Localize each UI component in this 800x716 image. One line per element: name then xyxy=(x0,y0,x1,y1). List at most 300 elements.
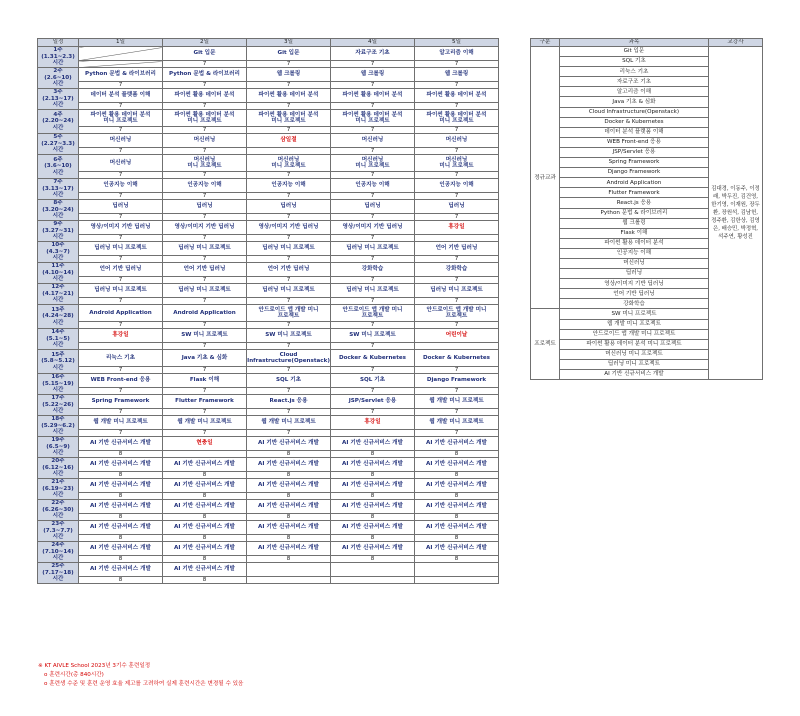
session-hours: 7 xyxy=(247,103,331,110)
session-subject: AI 기반 신규서비스 개발 xyxy=(90,566,151,573)
session-cell xyxy=(247,47,331,61)
session-hours: 7 xyxy=(163,430,247,437)
week-label-cell xyxy=(38,110,79,134)
session-subject: 휴강일 xyxy=(448,224,465,231)
week-dates: (5.22~26) xyxy=(42,401,74,408)
session-subject: Docker & Kubernetes xyxy=(338,354,407,361)
session-hours: 7 xyxy=(163,235,247,242)
week-label-cell xyxy=(38,134,79,155)
session-cell xyxy=(247,458,331,472)
week-hours-label: 시간 xyxy=(52,234,64,241)
course-name: Python 문법 & 라이브러리 xyxy=(560,208,709,218)
session-hours: 8 xyxy=(163,493,247,500)
session-cell xyxy=(247,263,331,277)
week-label-cell xyxy=(38,521,79,542)
week-dates: (7.17~18) xyxy=(42,569,74,576)
session-cell xyxy=(79,305,163,322)
hours-row xyxy=(38,277,499,284)
week-hours-label: 시간 xyxy=(52,471,64,478)
session-hours: 7 xyxy=(79,172,163,179)
header-category: 구분 xyxy=(531,39,560,47)
session-subject: AI 기반 신규서비스 개발 xyxy=(342,503,403,510)
session-subject: 딥러닝 xyxy=(448,203,465,210)
week-hours-label: 시간 xyxy=(52,429,64,436)
course-name: React.js 응용 xyxy=(560,198,709,208)
session-hours xyxy=(163,451,247,458)
session-hours: 7 xyxy=(247,127,331,134)
session-hours: 8 xyxy=(415,493,499,500)
session-subject: 머신러닝 xyxy=(277,156,300,163)
session-hours: 7 xyxy=(247,235,331,242)
week-row xyxy=(38,47,499,61)
session-subject: 딥러닝 미니 프로젝트 xyxy=(346,287,399,294)
session-subject: 웹 개발 미니 프로젝트 xyxy=(429,398,484,405)
session-subject: Django Framework xyxy=(426,377,487,384)
session-hours: 8 xyxy=(415,535,499,542)
session-subject: 머신러닝 xyxy=(193,137,216,144)
session-subject: AI 기반 신규서비스 개발 xyxy=(90,440,151,447)
session-hours: 7 xyxy=(331,103,415,110)
week-label-cell xyxy=(38,542,79,563)
hours-row xyxy=(38,214,499,221)
session-subject: 언어 기반 딥러닝 xyxy=(183,266,226,273)
session-hours: 7 xyxy=(331,82,415,89)
session-cell xyxy=(415,200,499,214)
week-label: 20주 xyxy=(51,458,65,465)
week-hours-label: 시간 xyxy=(52,169,64,176)
session-hours: 7 xyxy=(163,127,247,134)
session-subject: 머신러닝 xyxy=(445,156,468,163)
session-cell xyxy=(331,305,415,322)
notes-line-hours: o 훈련시간(총 840시간) xyxy=(44,672,104,678)
week-dates: (4.10~14) xyxy=(42,269,74,276)
session-cell xyxy=(163,305,247,322)
session-hours: 7 xyxy=(415,388,499,395)
week-label-cell xyxy=(38,305,79,329)
session-cell xyxy=(415,47,499,61)
session-subject: 머신러닝 xyxy=(361,156,384,163)
course-name: Android Application xyxy=(560,178,709,188)
week-dates: (2.6~10) xyxy=(44,74,72,81)
week-label-cell xyxy=(38,350,79,374)
session-cell xyxy=(415,416,499,430)
session-cell xyxy=(79,479,163,493)
session-subject: 웹 개발 미니 프로젝트 xyxy=(429,419,484,426)
notes xyxy=(38,662,498,689)
session-cell xyxy=(247,221,331,235)
session-subject: 인공지능 이해 xyxy=(439,182,474,189)
session-hours xyxy=(247,577,331,584)
session-hours: 7 xyxy=(331,193,415,200)
course-name: 영상/이미지 기반 딥러닝 xyxy=(560,279,709,289)
course-table xyxy=(530,38,763,380)
session-hours: 7 xyxy=(415,82,499,89)
session-hours: 7 xyxy=(415,277,499,284)
course-name: Docker & Kubernetes xyxy=(560,117,709,127)
course-name: 머신러닝 미니 프로젝트 xyxy=(560,349,709,359)
session-cell xyxy=(247,134,331,148)
week-label: 17주 xyxy=(51,395,65,402)
hours-row xyxy=(38,256,499,263)
session-hours: 7 xyxy=(331,388,415,395)
hours-row xyxy=(38,577,499,584)
session-cell xyxy=(79,221,163,235)
course-name: JSP/Servlet 응용 xyxy=(560,147,709,157)
session-cell xyxy=(247,350,331,367)
session-subject: 딥러닝 미니 프로젝트 xyxy=(178,245,231,252)
session-cell xyxy=(247,437,331,451)
session-hours: 8 xyxy=(247,535,331,542)
session-hours: 7 xyxy=(415,127,499,134)
week-label-cell xyxy=(38,395,79,416)
session-cell xyxy=(79,500,163,514)
week-hours-label: 시간 xyxy=(52,342,64,349)
hours-row xyxy=(38,493,499,500)
week-label-cell xyxy=(38,437,79,458)
session-subject: 웹 개발 미니 프로젝트 xyxy=(177,419,232,426)
week-row xyxy=(38,179,499,193)
session-hours: 7 xyxy=(79,256,163,263)
session-subject: 미니 프로젝트 xyxy=(439,163,474,169)
session-hours xyxy=(415,577,499,584)
session-cell xyxy=(247,89,331,103)
week-row xyxy=(38,89,499,103)
session-hours: 7 xyxy=(163,256,247,263)
session-cell xyxy=(163,263,247,277)
session-hours: 7 xyxy=(331,235,415,242)
hours-row xyxy=(38,82,499,89)
session-cell xyxy=(247,542,331,556)
session-subject: 미니 프로젝트 xyxy=(355,118,390,124)
session-cell xyxy=(79,521,163,535)
session-cell xyxy=(331,263,415,277)
week-label-cell xyxy=(38,200,79,221)
session-subject: 미니 프로젝트 xyxy=(187,118,222,124)
header-day-3: 3일 xyxy=(247,39,331,47)
week-dates: (4.3~7) xyxy=(46,248,70,255)
session-subject: 강화학습 xyxy=(445,266,468,273)
week-dates: (7.10~14) xyxy=(42,548,74,555)
session-cell xyxy=(79,179,163,193)
session-subject: 파이썬 활용 데이터 분석 xyxy=(342,111,403,118)
week-label: 24주 xyxy=(51,542,65,549)
week-label: 6주 xyxy=(53,156,63,163)
session-subject: Flask 이해 xyxy=(189,377,220,384)
session-cell xyxy=(163,179,247,193)
session-hours xyxy=(415,343,499,350)
session-cell xyxy=(163,284,247,298)
session-cell xyxy=(415,221,499,235)
week-dates: (7.3~7.7) xyxy=(43,527,73,534)
week-label: 23주 xyxy=(51,521,65,528)
session-hours: 7 xyxy=(331,127,415,134)
week-label: 19주 xyxy=(51,437,65,444)
session-subject: 강화학습 xyxy=(361,266,384,273)
session-cell xyxy=(415,521,499,535)
session-hours: 8 xyxy=(247,556,331,563)
session-hours xyxy=(415,235,499,242)
session-cell xyxy=(331,221,415,235)
week-label: 1주 xyxy=(53,47,63,54)
session-hours: 8 xyxy=(247,514,331,521)
session-subject: Android Application xyxy=(173,309,236,316)
session-cell xyxy=(331,542,415,556)
week-dates: (4.17~21) xyxy=(42,290,74,297)
session-subject: 파이썬 활용 데이터 분석 xyxy=(342,92,403,99)
week-dates: (2.13~17) xyxy=(42,95,74,102)
session-hours: 7 xyxy=(163,103,247,110)
week-row xyxy=(38,200,499,214)
session-hours: 7 xyxy=(79,409,163,416)
session-cell xyxy=(247,563,331,577)
course-group: 프로젝트 xyxy=(531,309,560,380)
session-subject: Spring Framework xyxy=(91,398,150,405)
session-hours: 7 xyxy=(247,409,331,416)
session-hours: 7 xyxy=(163,409,247,416)
session-subject: 언어 기반 딥러닝 xyxy=(99,266,142,273)
session-subject: 언어 기반 딥러닝 xyxy=(435,245,478,252)
session-hours: 8 xyxy=(163,472,247,479)
week-row xyxy=(38,284,499,298)
session-subject: 리눅스 기초 xyxy=(106,354,135,361)
session-hours: 8 xyxy=(415,556,499,563)
session-subject: 머신러닝 xyxy=(193,156,216,163)
session-cell xyxy=(163,437,247,451)
week-dates: (3.27~31) xyxy=(42,227,74,234)
session-cell xyxy=(247,110,331,127)
course-row xyxy=(531,47,763,57)
session-subject: AI 기반 신규서비스 개발 xyxy=(90,461,151,468)
week-dates: (2.27~3.3) xyxy=(41,140,75,147)
week-row xyxy=(38,374,499,388)
session-hours: 7 xyxy=(415,367,499,374)
session-subject: 파이썬 활용 데이터 분석 xyxy=(258,92,319,99)
session-hours: 7 xyxy=(247,277,331,284)
session-subject: Cloud xyxy=(279,351,298,358)
session-subject: AI 기반 신규서비스 개발 xyxy=(90,482,151,489)
week-row xyxy=(38,437,499,451)
session-subject: Python 문법 & 라이브러리 xyxy=(85,71,156,78)
session-hours: 7 xyxy=(415,256,499,263)
course-body xyxy=(531,47,763,380)
session-cell xyxy=(163,500,247,514)
week-hours-label: 시간 xyxy=(52,124,64,131)
session-cell xyxy=(415,305,499,322)
week-label-cell xyxy=(38,155,79,179)
session-subject: 영상/이미지 기반 딥러닝 xyxy=(342,224,403,231)
week-dates: (6.5~9) xyxy=(46,443,70,450)
session-hours: 7 xyxy=(247,322,331,329)
session-cell xyxy=(331,134,415,148)
session-cell xyxy=(331,395,415,409)
week-label: 21주 xyxy=(51,479,65,486)
week-label: 5주 xyxy=(53,134,63,141)
session-hours: 8 xyxy=(79,472,163,479)
session-cell xyxy=(79,350,163,367)
session-cell xyxy=(331,200,415,214)
hours-row xyxy=(38,61,499,68)
week-hours-label: 시간 xyxy=(52,387,64,394)
schedule-header-row xyxy=(38,39,499,47)
session-cell xyxy=(163,200,247,214)
session-subject: AI 기반 신규서비스 개발 xyxy=(426,503,487,510)
session-subject: 인공지능 이해 xyxy=(355,182,390,189)
session-cell xyxy=(163,68,247,82)
week-dates: (4.24~28) xyxy=(42,313,74,320)
week-label: 25주 xyxy=(51,563,65,570)
course-name: 머신러닝 xyxy=(560,258,709,268)
week-dates: (3.13~17) xyxy=(42,185,74,192)
hours-row xyxy=(38,103,499,110)
week-hours-label: 시간 xyxy=(52,492,64,499)
session-cell xyxy=(163,47,247,61)
week-label: 8주 xyxy=(53,200,63,207)
session-cell xyxy=(79,263,163,277)
session-subject: AI 기반 신규서비스 개발 xyxy=(258,503,319,510)
week-hours-label: 시간 xyxy=(52,555,64,562)
session-hours: 7 xyxy=(79,277,163,284)
header-day-2: 2일 xyxy=(163,39,247,47)
session-subject: AI 기반 신규서비스 개발 xyxy=(342,440,403,447)
session-cell xyxy=(331,329,415,343)
session-subject: SW 미니 프로젝트 xyxy=(181,332,228,339)
session-cell xyxy=(247,284,331,298)
session-hours: 8 xyxy=(163,535,247,542)
hours-row xyxy=(38,367,499,374)
week-label-cell xyxy=(38,563,79,584)
week-hours-label: 시간 xyxy=(52,408,64,415)
session-subject: Java 기초 & 심화 xyxy=(181,354,228,361)
course-name: 딥러닝 미니 프로젝트 xyxy=(560,359,709,369)
session-subject: Python 문법 & 라이브러리 xyxy=(169,71,240,78)
session-cell xyxy=(163,542,247,556)
week-hours-label: 시간 xyxy=(52,192,64,199)
session-cell xyxy=(331,68,415,82)
session-subject: AI 기반 신규서비스 개발 xyxy=(258,524,319,531)
session-hours: 7 xyxy=(163,214,247,221)
session-subject: 머신러닝 xyxy=(445,137,468,144)
session-cell xyxy=(415,179,499,193)
session-subject: WEB Front-end 응용 xyxy=(90,377,151,384)
session-cell xyxy=(331,110,415,127)
session-cell xyxy=(415,89,499,103)
session-cell xyxy=(163,155,247,172)
session-hours: 7 xyxy=(331,256,415,263)
session-subject: 머신러닝 xyxy=(109,137,132,144)
session-cell xyxy=(331,155,415,172)
week-label-cell xyxy=(38,47,79,68)
session-subject: 딥러닝 xyxy=(112,203,129,210)
week-dates: (5.1~5) xyxy=(46,335,70,342)
week-row xyxy=(38,221,499,235)
week-label: 12주 xyxy=(51,284,65,291)
session-hours: 8 xyxy=(415,514,499,521)
session-subject: 휴강일 xyxy=(364,419,381,426)
session-subject: JSP/Servlet 응용 xyxy=(348,398,397,405)
session-cell xyxy=(79,395,163,409)
session-hours: 8 xyxy=(163,556,247,563)
session-hours: 7 xyxy=(163,322,247,329)
session-hours: 8 xyxy=(79,451,163,458)
hours-row xyxy=(38,127,499,134)
session-cell xyxy=(79,542,163,556)
session-hours: 7 xyxy=(247,193,331,200)
hours-row xyxy=(38,409,499,416)
week-row xyxy=(38,350,499,367)
week-row xyxy=(38,305,499,322)
session-subject: Android Application xyxy=(89,309,152,316)
week-label: 7주 xyxy=(53,179,63,186)
session-cell xyxy=(163,329,247,343)
schedule-body xyxy=(38,47,499,584)
session-subject: 인공지능 이해 xyxy=(187,182,222,189)
session-subject: 영상/이미지 기반 딥러닝 xyxy=(174,224,235,231)
session-hours: 7 xyxy=(415,103,499,110)
week-row xyxy=(38,416,499,430)
week-dates: (2.20~24) xyxy=(42,118,74,125)
header-instructor: 교강사 xyxy=(709,39,763,47)
session-subject: 딥러닝 xyxy=(364,203,381,210)
session-subject: 미니 프로젝트 xyxy=(271,163,306,169)
session-hours: 7 xyxy=(247,388,331,395)
week-row xyxy=(38,395,499,409)
course-name: 안드로이드 앱 개발 미니 프로젝트 xyxy=(560,329,709,339)
session-cell xyxy=(247,242,331,256)
session-cell xyxy=(247,200,331,214)
session-subject: Docker & Kubernetes xyxy=(422,354,491,361)
session-hours: 7 xyxy=(79,298,163,305)
week-hours-label: 시간 xyxy=(52,534,64,541)
session-subject: AI 기반 신규서비스 개발 xyxy=(174,545,235,552)
session-subject: 파이썬 활용 데이터 분석 xyxy=(90,111,151,118)
week-label-cell xyxy=(38,500,79,521)
session-subject: AI 기반 신규서비스 개발 xyxy=(258,461,319,468)
course-name: 웹 크롤링 xyxy=(560,218,709,228)
session-subject: AI 기반 신규서비스 개발 xyxy=(426,482,487,489)
session-cell xyxy=(331,47,415,61)
session-hours: 7 xyxy=(163,388,247,395)
week-label: 10주 xyxy=(51,242,65,249)
course-name: 데이터 분석 플랫폼 이해 xyxy=(560,127,709,137)
week-label: 2주 xyxy=(53,68,63,75)
session-subject: 미니 프로젝트 xyxy=(187,163,222,169)
session-subject: 딥러닝 xyxy=(196,203,213,210)
session-cell xyxy=(415,68,499,82)
session-cell xyxy=(415,263,499,277)
header-week: 일정 xyxy=(38,39,79,47)
session-hours: 8 xyxy=(415,472,499,479)
session-hours: 7 xyxy=(247,298,331,305)
session-subject: AI 기반 신규서비스 개발 xyxy=(258,482,319,489)
week-hours-label: 시간 xyxy=(52,60,64,67)
course-name: 파이썬 활용 데이터 분석 xyxy=(560,238,709,248)
session-cell xyxy=(163,350,247,367)
session-hours: 7 xyxy=(163,343,247,350)
session-cell xyxy=(247,395,331,409)
week-dates: (6.19~23) xyxy=(42,485,74,492)
session-hours: 7 xyxy=(415,430,499,437)
session-subject: 딥러닝 미니 프로젝트 xyxy=(94,287,147,294)
session-subject: 인공지능 이해 xyxy=(103,182,138,189)
session-hours: 7 xyxy=(163,193,247,200)
session-hours: 8 xyxy=(163,514,247,521)
session-cell xyxy=(415,437,499,451)
session-cell xyxy=(331,521,415,535)
session-cell xyxy=(331,89,415,103)
session-subject: 안드로이드 앱 개발 미니 xyxy=(258,306,319,313)
session-hours: 7 xyxy=(163,82,247,89)
session-hours xyxy=(79,61,163,68)
